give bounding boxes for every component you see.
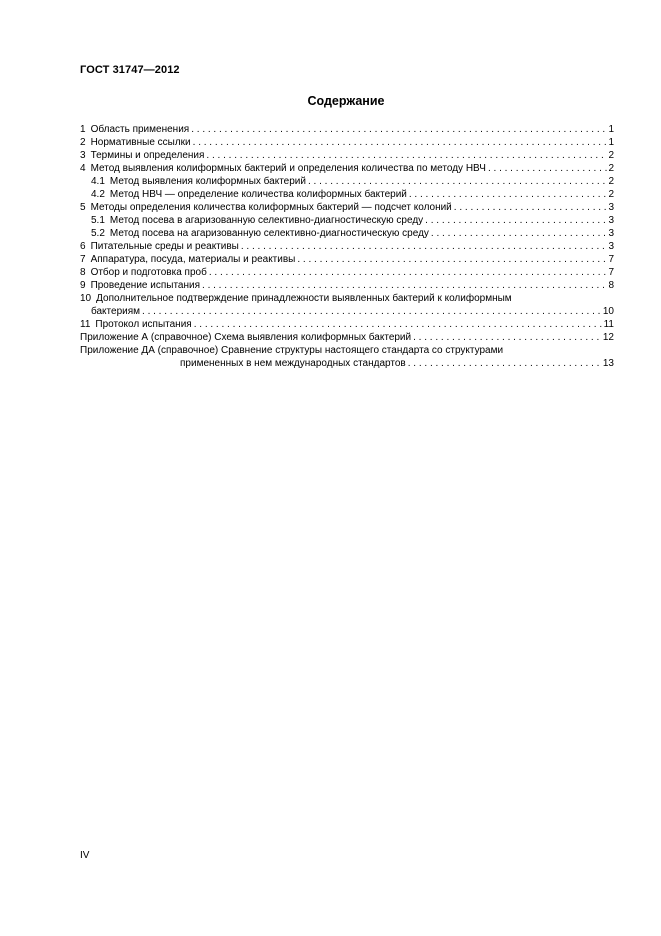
toc-leader-dots	[191, 123, 607, 136]
toc-leader-dots	[209, 266, 608, 279]
toc-entry-9[interactable]	[80, 279, 614, 292]
toc-entry-page: 2	[608, 150, 614, 161]
toc-entry-page: 3	[608, 215, 614, 226]
toc-leader-dots	[408, 357, 602, 370]
toc-entry-number: 6	[80, 241, 86, 252]
toc-entry-page: 2	[608, 163, 614, 174]
toc-entry-page: 10	[602, 306, 614, 317]
toc-entry-page: 7	[608, 254, 614, 265]
toc-entry-10-continued[interactable]	[80, 305, 614, 318]
toc-entry-label: Аппаратура, посуда, материалы и реактивы	[90, 254, 296, 265]
toc-entry-number: 10	[80, 293, 92, 304]
toc-entry-4[interactable]	[80, 162, 614, 175]
toc-leader-dots	[142, 305, 602, 318]
toc-entry-label: Приложение ДА (справочное) Сравнение структуры настоящего стандарта со структурами	[80, 345, 504, 356]
toc-leader-dots	[308, 175, 607, 188]
toc-entry-page: 3	[608, 228, 614, 239]
toc-entry-label: Термины и определения	[90, 150, 205, 161]
toc-entry-number: 5.1	[91, 215, 105, 226]
toc-leader-dots	[409, 188, 608, 201]
toc-entry-6[interactable]	[80, 240, 614, 253]
toc-entry-5[interactable]	[80, 201, 614, 214]
toc-entry-number: 4	[80, 163, 86, 174]
page-title: Содержание	[307, 94, 385, 108]
toc-entry-page: 12	[602, 332, 614, 343]
toc-entry-number: 8	[80, 267, 86, 278]
toc-entry-label: Методы определения количества колиформных бактерий — подсчет колоний	[90, 202, 452, 213]
toc-leader-dots	[454, 201, 608, 214]
toc-entry-label: Отбор и подготовка проб	[90, 267, 207, 278]
toc-entry-label: примененных в нем международных стандартов	[180, 358, 406, 369]
toc-entry-page: 11	[603, 319, 614, 330]
toc-entry-label: Дополнительное подтверждение принадлежности выявленных бактерий к колиформным	[96, 293, 512, 304]
toc-entry-label: Метод выявления колиформных бактерий и определения количества по методу НВЧ	[90, 163, 486, 174]
toc-entry-page: 3	[608, 241, 614, 252]
toc-leader-dots	[194, 318, 603, 331]
toc-entry-page: 3	[608, 202, 614, 213]
toc-leader-dots	[206, 149, 607, 162]
toc-entry-7[interactable]	[80, 253, 614, 266]
toc-entry-label: Метод посева в агаризованную селективно-диагностическую среду	[109, 215, 424, 226]
toc-leader-dots	[431, 227, 608, 240]
toc-entry-appendix-da[interactable]	[80, 344, 614, 357]
toc-entry-number: 7	[80, 254, 86, 265]
toc-entry-8[interactable]	[80, 266, 614, 279]
toc-entry-11[interactable]	[80, 318, 614, 331]
page-folio: IV	[80, 850, 90, 861]
toc-leader-dots	[202, 279, 607, 292]
toc-entry-label: бактериям	[91, 306, 141, 317]
toc-leader-dots	[413, 331, 602, 344]
standard-number: ГОСТ 31747—2012	[80, 64, 180, 76]
toc-entry-10[interactable]	[80, 292, 614, 305]
toc-entry-5-2[interactable]	[80, 227, 614, 240]
toc-entry-number: 5	[80, 202, 86, 213]
toc-entry-appendix-da-continued[interactable]	[80, 357, 614, 370]
toc-entry-number: 4.2	[91, 189, 105, 200]
toc-entry-number: 3	[80, 150, 86, 161]
toc-entry-label: Метод посева на агаризованную селективно-диагностическую среду	[109, 228, 429, 239]
toc-entry-2[interactable]	[80, 136, 614, 149]
toc-entry-page: 7	[608, 267, 614, 278]
toc-entry-5-1[interactable]	[80, 214, 614, 227]
toc-entry-page: 8	[608, 280, 614, 291]
toc-leader-dots	[488, 162, 607, 175]
toc-entry-label: Область применения	[90, 124, 190, 135]
toc-entry-page: 13	[602, 358, 614, 369]
toc-entry-appendix-a[interactable]	[80, 331, 614, 344]
toc-entry-page: 2	[608, 189, 614, 200]
toc-entry-number: 1	[80, 124, 86, 135]
toc-leader-dots	[241, 240, 608, 253]
toc-entry-label: Метод НВЧ — определение количества колиформных бактерий	[109, 189, 407, 200]
toc-entry-label: Питательные среды и реактивы	[90, 241, 239, 252]
toc-entry-label: Нормативные ссылки	[90, 137, 191, 148]
toc-entry-label: Приложение А (справочное) Схема выявления колиформных бактерий	[80, 332, 412, 343]
toc-entry-number: 11	[80, 319, 91, 330]
toc-entry-4-2[interactable]	[80, 188, 614, 201]
toc-entry-label: Проведение испытания	[90, 280, 201, 291]
toc-entry-1[interactable]	[80, 123, 614, 136]
toc-leader-dots	[193, 136, 608, 149]
table-of-contents	[80, 123, 614, 370]
toc-leader-dots	[425, 214, 607, 227]
toc-entry-label: Протокол испытания	[95, 319, 192, 330]
toc-entry-number: 9	[80, 280, 86, 291]
toc-entry-4-1[interactable]	[80, 175, 614, 188]
toc-entry-3[interactable]	[80, 149, 614, 162]
toc-entry-number: 4.1	[91, 176, 105, 187]
toc-leader-dots	[297, 253, 607, 266]
toc-entry-page: 1	[608, 124, 614, 135]
toc-entry-page: 1	[608, 137, 614, 148]
toc-entry-number: 5.2	[91, 228, 105, 239]
toc-entry-label: Метод выявления колиформных бактерий	[109, 176, 306, 187]
toc-entry-number: 2	[80, 137, 86, 148]
toc-entry-page: 2	[608, 176, 614, 187]
